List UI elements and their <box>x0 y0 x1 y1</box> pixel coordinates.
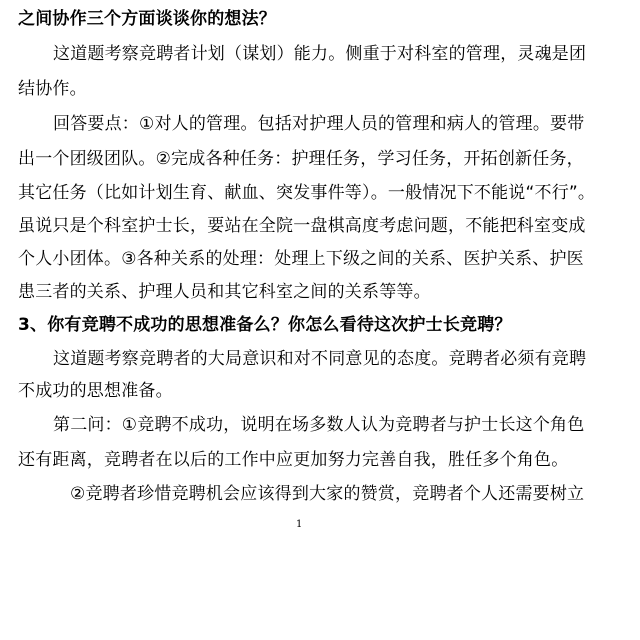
text-line-8: 个人小团体。③各种关系的处理：处理上下级之间的关系、医护关系、护医 <box>18 249 584 269</box>
text-line-9: 患三者的关系、护理人员和其它科室之间的关系等等。 <box>18 282 431 302</box>
text-line-11: 这道题考察竞聘者的大局意识和对不同意见的态度。竞聘者必须有竞聘 <box>53 349 587 369</box>
text-line-7: 虽说只是个科室护士长，要站在全院一盘棋高度考虑问题，不能把科室变成 <box>18 216 586 236</box>
page-number: 1 <box>296 519 303 530</box>
text-line-6: 其它任务（比如计划生育、献血、突发事件等）。一般情况下不能说“不行”。 <box>18 183 596 203</box>
question-heading-3: 3、你有竞聘不成功的思想准备么？你怎么看待这次护士长竞聘？ <box>18 315 512 335</box>
text-line-1: 之间协作三个方面谈谈你的想法？ <box>18 9 276 29</box>
text-line-5: 出一个团级团队。②完成各种任务：护理任务，学习任务，开拓创新任务， <box>18 149 584 169</box>
text-line-4: 回答要点：①对人的管理。包括对护理人员的管理和病人的管理。要带 <box>53 114 585 134</box>
text-line-15: ②竞聘者珍惜竞聘机会应该得到大家的赞赏，竞聘者个人还需要树立 <box>70 484 585 504</box>
text-line-2: 这道题考察竞聘者计划（谋划）能力。侧重于对科室的管理，灵魂是团 <box>53 44 587 64</box>
text-line-3: 结协作。 <box>18 79 87 99</box>
text-line-14: 还有距离，竞聘者在以后的工作中应更加努力完善自我，胜任多个角色。 <box>18 450 569 470</box>
text-line-13: 第二问：①竞聘不成功，说明在场多数人认为竞聘者与护士长这个角色 <box>53 415 585 435</box>
text-line-12: 不成功的思想准备。 <box>18 381 173 401</box>
